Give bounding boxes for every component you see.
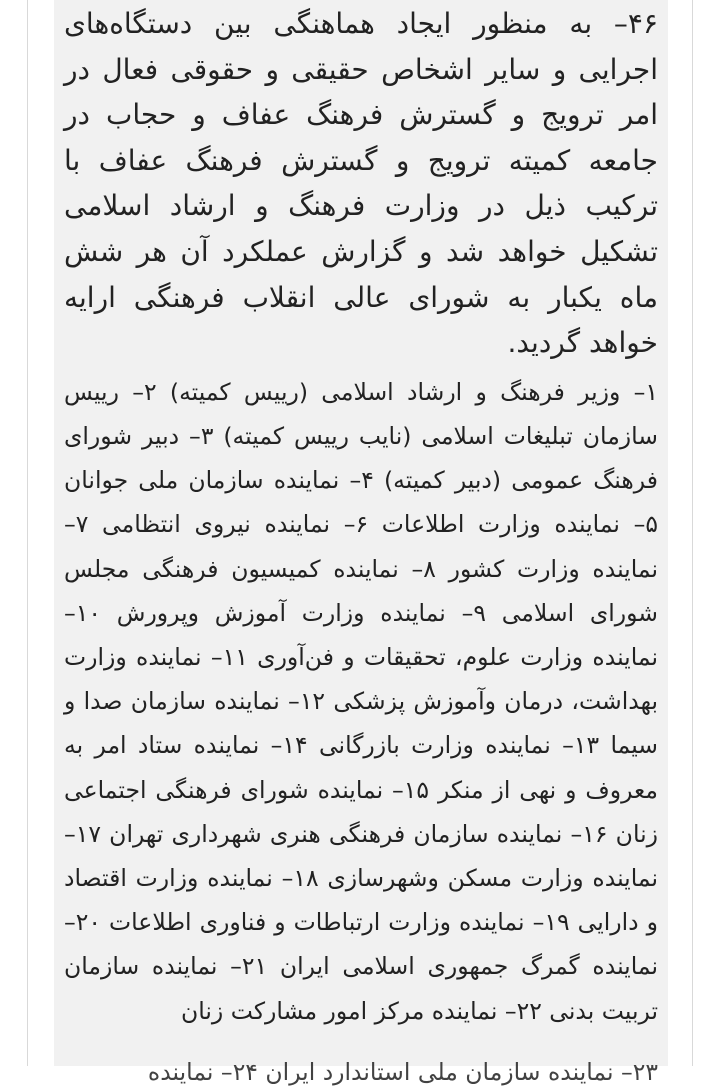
cut-off-text-line: ۲۳– نماینده سازمان ملی استاندارد ایران ۲۴– نماینده [147,1058,658,1086]
frame-border-right [692,0,693,1066]
article-intro-paragraph: ۴۶– به منظور ایجاد هماهنگی بین دستگاه‌های اجرایی و سایر اشخاص حقیقی و حقوقی فعال در امر ترویج و گسترش فرهنگ عفاف و حجاب در جامعه کمیته ترویج و گسترش فرهنگ عفاف با ترکیب ذیل در وزارت فرهنگ و ارشاد اسلامی تشکیل خواهد شد و گزارش عملکرد آن هر شش ماه یکبار به شورای عالی انقلاب فرهنگی ارایه خواهد گردید. [64,7,658,360]
committee-members-paragraph: ۱– وزیر فرهنگ و ارشاد اسلامی (رییس کمیته) ۲– رییس سازمان تبلیغات اسلامی (نایب رییس کمیته) ۳– دبیر شورای فرهنگ عمومی (دبیر کمیته) ۴– نماینده سازمان ملی جوانان ۵– نماینده وزارت اطلاعات ۶– نماینده نیروی انتظامی ۷– نماینده وزارت کشور ۸– نماینده کمیسیون فرهنگی مجلس شورای اسلامی ۹– نماینده وزارت آموزش وپرورش ۱۰– نماینده وزارت علوم، تحقیقات و فن‌آوری ۱۱– نماینده وزارت بهداشت، درمان وآموزش پزشکی ۱۲– نماینده سازمان صدا و سیما ۱۳– نماینده وزارت بازرگانی ۱۴– نماینده ستاد امر به معروف و نهی از منکر ۱۵– نماینده شورای فرهنگی اجتماعی زنان ۱۶– نماینده سازمان فرهنگی هنری شهرداری تهران ۱۷– نماینده وزارت مسکن وشهرسازی ۱۸– نماینده وزارت اقتصاد و دارایی ۱۹– نماینده وزارت ارتباطات و فناوری اطلاعات ۲۰– نماینده گمرگ جمهوری اسلامی ایران ۲۱– نماینده سازمان تربیت بدنی ۲۲– نماینده مرکز امور مشارکت زنان [64,377,659,1025]
article-panel [54,0,668,1086]
frame-border-left [27,0,28,1066]
